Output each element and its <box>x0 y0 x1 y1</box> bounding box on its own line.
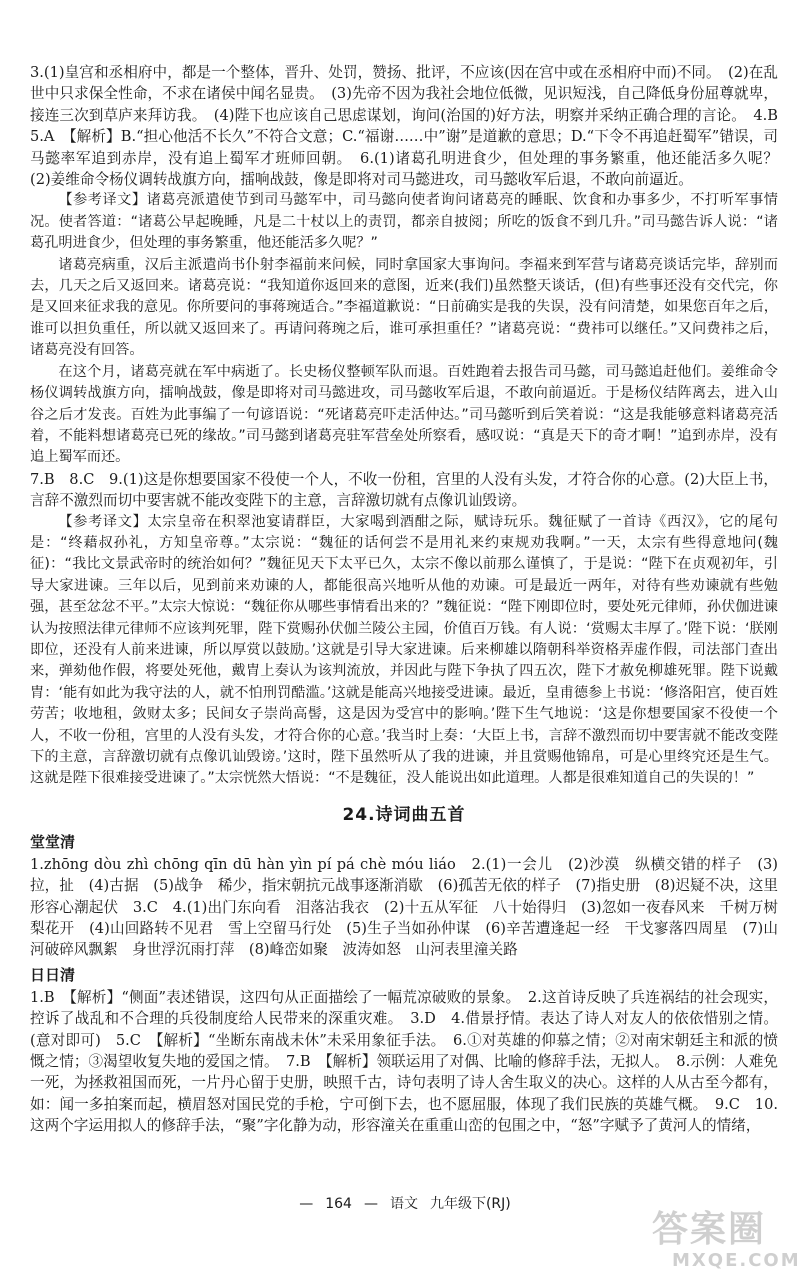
footer-dash-left: — <box>299 1196 314 1212</box>
grade-label: 九年级下(RJ) <box>429 1196 511 1212</box>
subsection-text-tangtangqing: 1.zhōng dòu zhì chōng qīn dū hàn yìn pí pá chè móu liáo 2.(1)一会儿 (2)沙漠 纵横交错的样子 (3)拉，扯 (4)古据 (5)战争 稀少，指宋朝抗元战事逐渐消歇 (6)孤苦无依的样子 (7)指史册 (8)迟疑不决，这里形容心潮起伏 3.C 4.(1)出门东向看 泪落沾我衣 (2)十五从军征 八十始得归 (3)忽如一夜春风来 千树万树梨花开 (4)山回路转不见君 雪上空留马行处 (5)生子当如孙仲谋 (6)辛苦遭逢起一经 干戈寥落四周星 (7)山河破碎风飘絮 身世浮沉雨打萍 (8)峰峦如聚 波涛如怒 山河表里潼关路 <box>30 855 778 959</box>
page-number: 164 <box>325 1196 352 1212</box>
subsection-title-tangtangqing: 堂堂清 <box>30 832 76 851</box>
answer-paragraph-7: 7.B 8.C 9.(1)这是你想要国家不役使一个人，不收一份租，宫里的人没有头发，才符合你的心意。(2)大臣上书，言辞不激烈而切中要害就不能改变陛下的主意，言辞激切就有点像讥讪毁谤。 <box>30 470 778 510</box>
answer-paragraph-3: 3.(1)皇宫和丞相府中，都是一个整体，晋升、处罚，赞扬、批评，不应该(因在宫中或在丞相府中而)不同。 (2)在乱世中只求保全性命，不求在诸侯中闻名显贵。 (3)先帝不因为我社会地位低微，见识短浅，自己降低身份屈尊就卑，接连三次到草庐来拜访我。 (4)陛下也应该自己思虑谋划，询问(治国的)好方法，明察并采纳正确合理的言论。 4.B 5.A 【解析】B.“担心他活不长久”不符合文意；C.“福谢……中”谢”是道歉的意思；D.“下令不再追赶蜀军”错误，司马懿率军追到赤岸，没有追上蜀军才班师回朝。 6.(1)诸葛孔明进食少，但处理的事务繁重，他还能活多久呢？ (2)姜维命令杨仪调转战旗方向，擂响战鼓，像是即将对司马懿进攻，司马懿收军后退，不敢向前逼近。 <box>30 64 793 189</box>
reference-translation-4: 【参考译文】太宗皇帝在积翠池宴请群臣，大家喝到酒酣之际，赋诗玩乐。魏征赋了一首诗《西汉》，它的尾句是：“终藉叔孙礼，方知皇帝尊。”太宗说：“魏征的话何尝不是用礼来约束规劝我啊。”一天，太宗有些得意地问(魏征)：“我比文景武帝时的统治如何？”魏征见天下太平已久，太宗不像以前那么谨慎了，于是说：“陛下在贞观初年，引导大家进谏。三年以后，见到前来劝谏的人，都能很高兴地听从他的劝谏。可是最近一两年，对待有些劝谏就有些勉强，甚至忿忿不平。”太宗大惊说：“魏征你从哪些事情看出来的？”魏征说：“陛下刚即位时，要处死元律师，孙伏伽进谏认为按照法律元律师不应该判死罪，陛下赏赐孙伏伽兰陵公主园，价值百万钱。有人说：‘赏赐太丰厚了。’陛下说：‘朕刚即位，还没有人前来进谏，所以厚赏以鼓励。’这就是引导大家进谏。后来柳雄以隋朝科举资格弄虚作假，司法部门查出来，弹劾他作假，将要处死他，戴胄上奏认为该判流放，并因此与陛下争执了四五次，陛下才赦免柳雄死罪。陛下说戴胄：‘能有如此为我守法的人，就不怕刑罚酷滥。’这就是能高兴地接受进谏。最近，皇甫德参上书说：‘修洛阳宫，使百姓劳苦；收地租，敛财太多；民间女子崇尚高髻，这是因为受宫中的影响。’陛下生气地说：‘这是你想要国家不役使一个人，不收一份租，宫里的人没有头发，才符合你的心意。’我当时上奏：‘大臣上书，言辞不激烈而切中要害就不能改变陛下的主意，言辞激切就有点像讥讪毁谤。’这时，陛下虽然听从了我的进谏，并且赏赐他锦帛，可是心里终究还是生气。这就是陛下很难接受进谏了。”太宗恍然大悟说：“不是魏征，没人能说出如此道理。人都是很难知道自己的失误的！” <box>30 513 778 787</box>
reference-translation-3: 在这个月，诸葛亮就在军中病逝了。长史杨仪整顿军队而退。百姓跑着去报告司马懿，司马懿追赶他们。姜维命令杨仪调转战旗方向，擂响战鼓，像是即将对司马懿进攻，司马懿收军后退，不敢向前逼近。于是杨仪结阵离去，进入山谷之后才发丧。百姓为此事编了一句谚语说：“死诸葛亮吓走活仲达。”司马懿听到后笑着说：“这是我能够意料诸葛亮活着，不能料想诸葛亮已死的缘故。”司马懿到诸葛亮驻军营垒处所察看，感叹说：“真是天下的奇才啊！”追到赤岸，没有追上蜀军而还。 <box>30 363 778 466</box>
site-watermark <box>652 1209 801 1276</box>
watermark-url-text: MXQE.COM <box>672 1250 801 1271</box>
answer-page <box>30 62 793 1137</box>
subsection-text-ririqing: 1.B 【解析】“侧面”表述错误，这四句从正面描绘了一幅荒凉破败的景象。 2.这首诗反映了兵连祸结的社会现实，控诉了战乱和不合理的兵役制度给人民带来的深重灾难。 3.D 4.借景抒情。表达了诗人对友人的依依惜别之情。(意对即可) 5.C 【解析】“坐断东南战未休”未采用象征手法。 6.①对英雄的仰慕之情；②对南宋朝廷主和派的愤慨之情；③渴望收复失地的爱国之情。 7.B 【解析】领联运用了对偶、比喻的修辞手法，无拟人。 8.示例：人难免一死，为拯救祖国而死，一片丹心留于史册，映照千古，诗句表明了诗人舍生取义的决心。这样的人从古至今都有，如：闻一多拍案而起，横眉怒对国民党的手枪，宁可倒下去，也不愿屈服，体现了我们民族的英雄气概。 9.C 10.这两个字运用拟人的修辞手法，“聚”字化静为动，形容潼关在重重山峦的包围之中，“怒”字赋予了黄河人的情绪， <box>30 988 778 1135</box>
section-title: 24.诗词曲五首 <box>342 804 466 825</box>
subject-label: 语文 <box>389 1196 418 1212</box>
watermark-logo-text: 答案圈 <box>652 1209 767 1250</box>
footer-dash-right: — <box>363 1196 378 1212</box>
reference-translation-2: 诸葛亮病重，汉后主派遣尚书仆射李福前来问候，同时拿国家大事询问。李福来到军营与诸葛亮谈话完毕，辞别而去，几天之后又返回来。诸葛亮说：“我知道你返回来的意图，近来(我们)虽然整天谈话，(但)有些事还没有交代完，你是又回来征求我的意见。你所要问的事蒋琬适合。”李福道歉说：“日前确实是我的失误，没有问清楚，如果您百年之后，谁可以担负重任，所以就又返回来了。再请问蒋琬之后，谁可承担重任？”诸葛亮说：“费祎可以继任。”又问费祎之后，诸葛亮没有回答。 <box>30 256 778 359</box>
reference-translation-1: 【参考译文】诸葛亮派遣使节到司马懿军中，司马懿向使者询问诸葛亮的睡眠、饮食和办事多少，不打听军事情况。使者答道：“诸葛公早起晚睡，凡是二十杖以上的责罚，都亲自披阅；所吃的饭食不到几升。”司马懿告诉人说：“诸葛孔明进食少，但处理的事务繁重，他还能活多久呢？” <box>30 192 778 252</box>
subsection-title-ririqing: 日日清 <box>30 965 76 984</box>
